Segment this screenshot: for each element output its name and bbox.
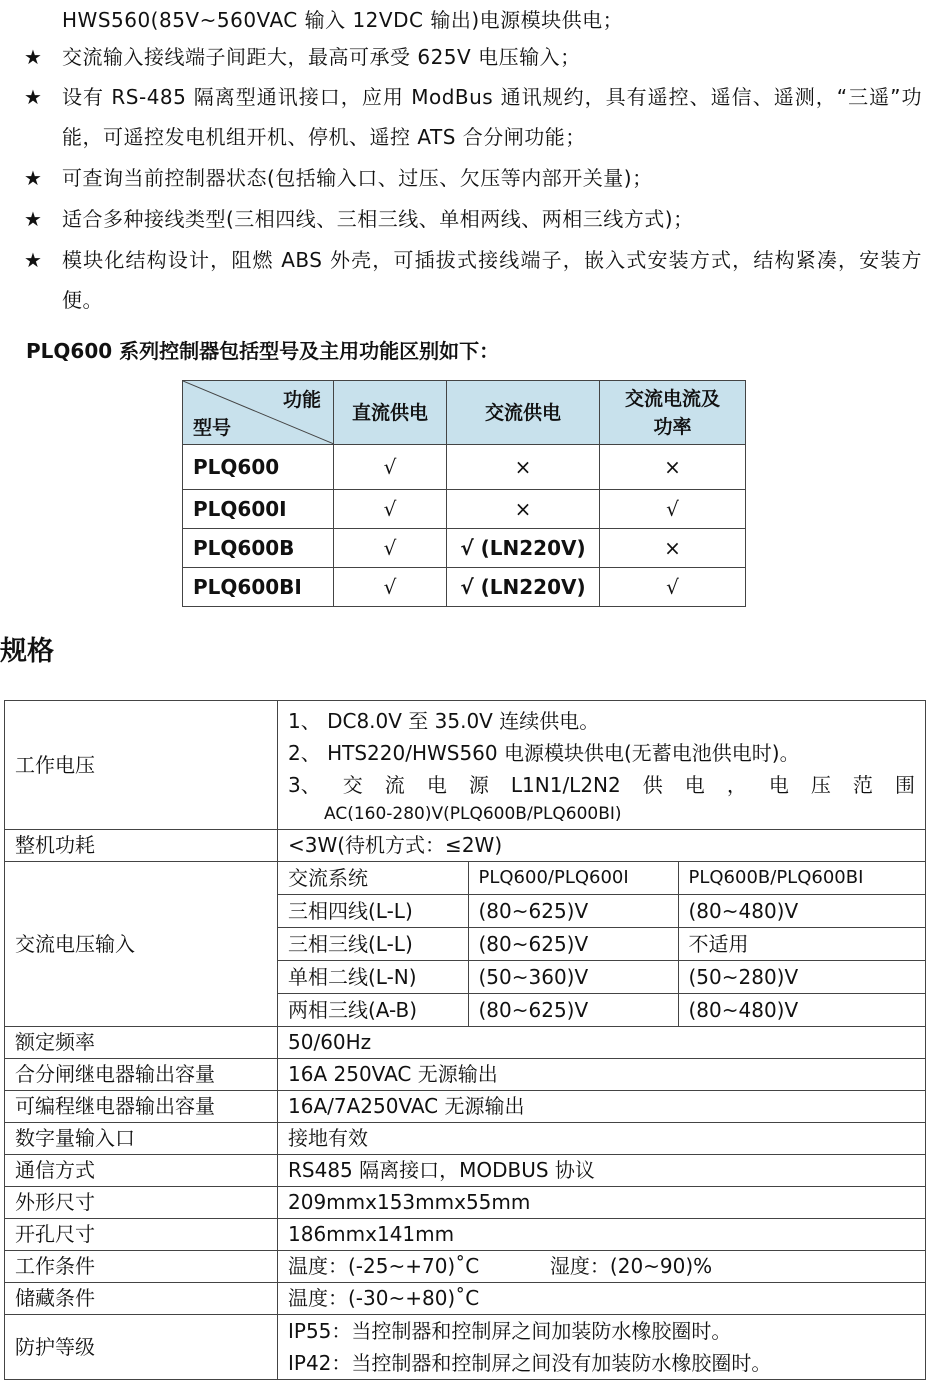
diagonal-header-cell [183, 381, 334, 445]
feature-item-3: 可查询当前控制器状态(包括输入口、过压、欠压等内部开关量)； [62, 166, 653, 190]
table-row [278, 895, 926, 928]
table-row [278, 994, 926, 1027]
spec-row-digital-input [5, 1123, 926, 1155]
table-row [183, 490, 746, 529]
spec-label: 防护等级 [5, 1315, 278, 1380]
protection-ip55: IP55：当控制器和控制屏之间加装防水橡胶圈时。 [288, 1319, 732, 1343]
spec-heading: 规格 [0, 636, 54, 667]
ac-range-b: (80~480)V [678, 895, 926, 928]
acp-mark: × [600, 445, 746, 490]
spec-label: 开孔尺寸 [5, 1219, 278, 1251]
feature-line-hws560: HWS560(85V~560VAC 输入 12VDC 输出)电源模块供电； [62, 8, 624, 32]
feature-item-5: 模块化结构设计，阻燃 ABS 外壳，可插拔式接线端子，嵌入式安装方式，结构紧凑，安装方便。 [62, 248, 922, 312]
protection-ip42: IP42：当控制器和控制屏之间没有加装防水橡胶圈时。 [288, 1351, 772, 1375]
spec-row-frequency [5, 1027, 926, 1059]
spec-value [278, 701, 926, 830]
spec-row-work-condition [5, 1251, 926, 1283]
model-function-table [182, 380, 746, 607]
voltage-line-4: AC(160-280)V(PLQ600B/PLQ600BI) [324, 804, 622, 824]
dc-mark: √ [334, 490, 447, 529]
spec-row-breaker-relay [5, 1059, 926, 1091]
ac-range-a: (50~360)V [468, 961, 678, 994]
spec-label: 额定频率 [5, 1027, 278, 1059]
voltage-line-2: 2、 HTS220/HWS560 电源模块供电(无蓄电池供电时)。 [288, 741, 800, 765]
text-part: 交 [342, 773, 363, 797]
spec-label: 交流电压输入 [5, 862, 278, 1027]
text-part: 围 [894, 773, 915, 797]
spec-label: 通信方式 [5, 1155, 278, 1187]
spec-label: 外形尺寸 [5, 1187, 278, 1219]
spec-row-protection [5, 1315, 926, 1380]
spec-row-communication [5, 1155, 926, 1187]
spec-row-cutout [5, 1219, 926, 1251]
header-ac-current-power: 交流电流及 功率 [600, 381, 746, 445]
dc-mark: √ [334, 445, 447, 490]
work-temperature: 温度：(-25~+70)˚C [288, 1254, 480, 1278]
spec-value: 209mmx153mmx55mm [278, 1187, 926, 1219]
spec-value: 50/60Hz [278, 1027, 926, 1059]
text-part: 供 [642, 773, 663, 797]
table-row [183, 568, 746, 607]
spec-value: 温度：(-30~+80)˚C [278, 1283, 926, 1315]
table-row [278, 862, 926, 895]
model-name: PLQ600B [183, 529, 334, 568]
feature-item-4: 适合多种接线类型(三相四线、三相三线、单相两线、两相三线方式)； [62, 207, 694, 231]
acp-mark: × [600, 529, 746, 568]
ac-range-a: (80~625)V [468, 895, 678, 928]
feature-item-2: 设有 RS-485 隔离型通讯接口，应用 ModBus 通讯规约，具有遥控、遥信、遥测，“三遥”功能，可遥控发电机组开机、停机、遥控 ATS 合分闸功能； [62, 85, 922, 149]
acp-mark: √ [600, 490, 746, 529]
spec-value [278, 1315, 926, 1380]
ac-header-plq600b: PLQ600B/PLQ600BI [678, 862, 926, 895]
spec-value: 接地有效 [278, 1123, 926, 1155]
dc-mark: √ [334, 529, 447, 568]
spec-row-storage-condition [5, 1283, 926, 1315]
model-name: PLQ600I [183, 490, 334, 529]
dc-mark: √ [334, 568, 447, 607]
ac-range-b: (80~480)V [678, 994, 926, 1027]
model-name: PLQ600 [183, 445, 334, 490]
acp-mark: √ [600, 568, 746, 607]
text-part: 源 [468, 773, 489, 797]
ac-mark: √ (LN220V) [447, 568, 600, 607]
spec-row-power [5, 830, 926, 862]
text-part: 电 [426, 773, 447, 797]
ac-header-system: 交流系统 [278, 862, 468, 895]
header-function-label: 功能 [282, 389, 321, 411]
ac-system: 三相四线(L-L) [278, 895, 468, 928]
ac-mark: √ (LN220V) [447, 529, 600, 568]
table-row [278, 928, 926, 961]
text-part: 流 [384, 773, 405, 797]
spec-value [278, 1251, 926, 1283]
voltage-line-1: 1、 DC8.0V 至 35.0V 连续供电。 [288, 709, 600, 733]
header-model-label: 型号 [193, 417, 232, 439]
text-part: 3、 [288, 773, 321, 797]
table-row [278, 961, 926, 994]
ac-header-plq600: PLQ600/PLQ600I [468, 862, 678, 895]
star-icon: ★ [24, 166, 42, 190]
spec-table [4, 700, 926, 1380]
header-ac-supply: 交流供电 [447, 381, 600, 445]
spec-label: 合分闸继电器输出容量 [5, 1059, 278, 1091]
text-part: 电 [768, 773, 789, 797]
star-icon: ★ [24, 45, 42, 69]
table-row [183, 445, 746, 490]
star-icon: ★ [24, 207, 42, 231]
spec-value: 16A/7A250VAC 无源输出 [278, 1091, 926, 1123]
spec-row-ac-input [5, 862, 926, 1027]
table-row [183, 529, 746, 568]
ac-input-cell [278, 862, 926, 1027]
spec-value: <3W(待机方式：≤2W) [278, 830, 926, 862]
ac-range-b: 不适用 [678, 928, 926, 961]
spec-row-dimensions [5, 1187, 926, 1219]
ac-system: 三相三线(L-L) [278, 928, 468, 961]
ac-range-a: (80~625)V [468, 928, 678, 961]
spec-label: 数字量输入口 [5, 1123, 278, 1155]
text-part: 电 [684, 773, 705, 797]
text-part: 压 [810, 773, 831, 797]
header-dc-supply: 直流供电 [334, 381, 447, 445]
spec-value: 16A 250VAC 无源输出 [278, 1059, 926, 1091]
spec-label: 工作条件 [5, 1251, 278, 1283]
model-name: PLQ600BI [183, 568, 334, 607]
spec-value: RS485 隔离接口，MODBUS 协议 [278, 1155, 926, 1187]
voltage-line-3 [288, 769, 915, 801]
spec-label: 整机功耗 [5, 830, 278, 862]
ac-mark: × [447, 445, 600, 490]
ac-mark: × [447, 490, 600, 529]
spec-label: 可编程继电器输出容量 [5, 1091, 278, 1123]
ac-range-a: (80~625)V [468, 994, 678, 1027]
star-icon: ★ [24, 85, 42, 109]
ac-system: 两相三线(A-B) [278, 994, 468, 1027]
ac-system: 单相二线(L-N) [278, 961, 468, 994]
text-part: L1N1/L2N2 [510, 773, 621, 797]
spec-value: 186mmx141mm [278, 1219, 926, 1251]
spec-row-voltage [5, 701, 926, 830]
spec-label: 工作电压 [5, 701, 278, 830]
model-table-heading: PLQ600 系列控制器包括型号及主用功能区别如下： [26, 339, 500, 363]
spec-label: 储藏条件 [5, 1283, 278, 1315]
ac-input-table [278, 862, 926, 1026]
text-part: 范 [852, 773, 873, 797]
ac-range-b: (50~280)V [678, 961, 926, 994]
feature-item-1: 交流输入接线端子间距大，最高可承受 625V 电压输入； [62, 45, 581, 69]
text-part: ， [726, 773, 747, 797]
work-humidity: 湿度：(20~90)% [549, 1254, 713, 1278]
star-icon: ★ [24, 248, 42, 272]
spec-row-programmable-relay [5, 1091, 926, 1123]
